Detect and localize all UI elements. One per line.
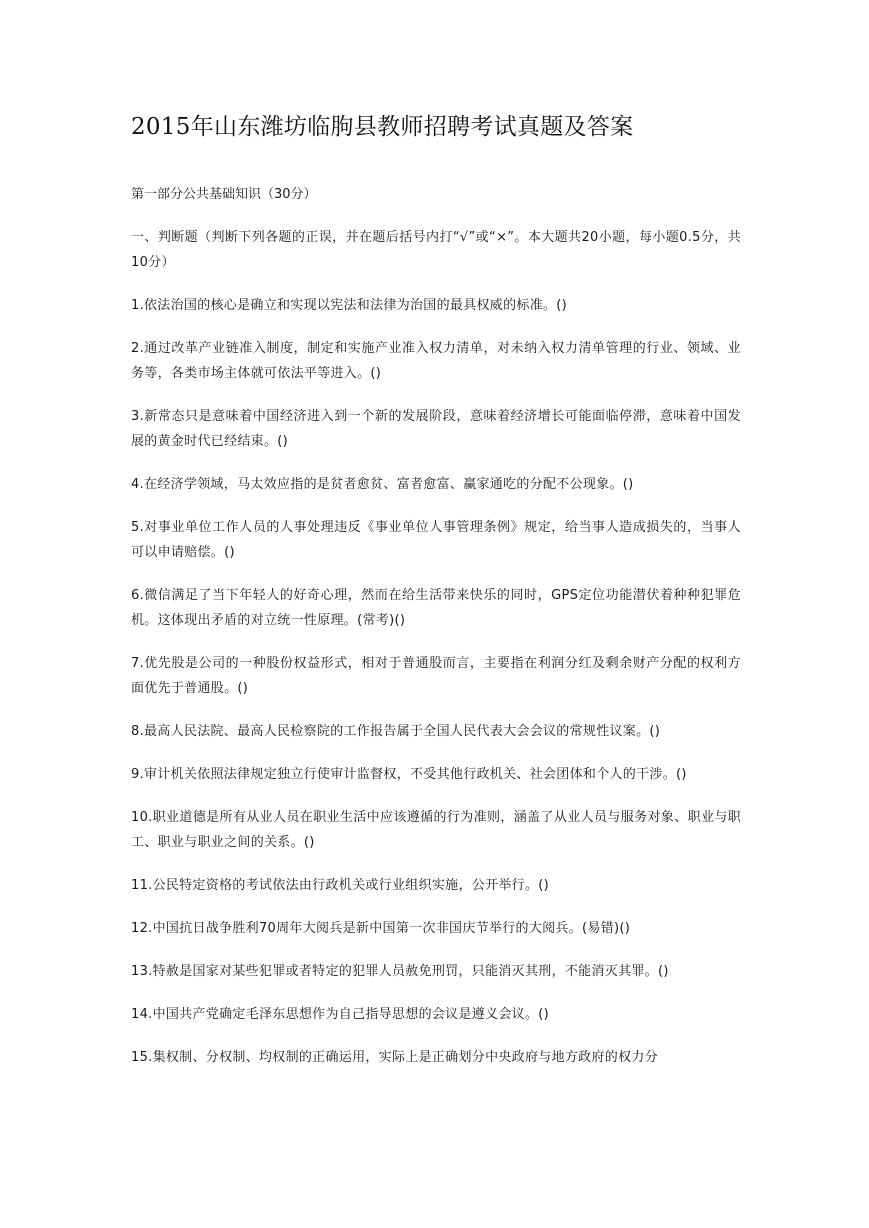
question-item: 1.依法治国的核心是确立和实现以宪法和法律为治国的最具权威的标准。() (131, 298, 568, 313)
question-item: 15.集权制、分权制、均权制的正确运用，实际上是正确划分中央政府与地方政府的权力分 (131, 1050, 658, 1065)
question-item: 6.微信满足了当下年轻人的好奇心理，然而在给生活带来快乐的同时，GPS定位功能潜伏着种种犯罪危机。这体现出矛盾的对立统一性原理。(常考)() (131, 588, 741, 628)
document-body (131, 110, 741, 1088)
part-heading: 第一部分公共基础知识（30分） (131, 187, 317, 202)
question-item: 5.对事业单位工作人员的人事处理违反《事业单位人事管理条例》规定，给当事人造成损失的，当事人可以申请赔偿。() (131, 520, 741, 560)
question-item: 14.中国共产党确定毛泽东思想作为自己指导思想的会议是遵义会议。() (131, 1007, 550, 1022)
question-item: 2.通过改革产业链准入制度，制定和实施产业准入权力清单，对未纳入权力清单管理的行业、领域、业务等，各类市场主体就可依法平等进入。() (131, 341, 741, 381)
question-item: 13.特赦是国家对某些犯罪或者特定的犯罪人员赦免刑罚，只能消灭其刑，不能消灭其罪。() (131, 964, 669, 979)
document-title: 2015年山东潍坊临朐县教师招聘考试真题及答案 (131, 114, 634, 140)
question-item: 9.审计机关依照法律规定独立行使审计监督权，不受其他行政机关、社会团体和个人的干涉。() (131, 767, 687, 782)
question-item: 12.中国抗日战争胜利70周年大阅兵是新中国第一次非国庆节举行的大阅兵。(易错)() (131, 921, 631, 936)
question-item: 4.在经济学领域，马太效应指的是贫者愈贫、富者愈富、赢家通吃的分配不公现象。() (131, 477, 634, 492)
question-item: 7.优先股是公司的一种股份权益形式，相对于普通股而言，主要指在利润分红及剩余财产分配的权利方面优先于普通股。() (131, 656, 741, 696)
question-item: 8.最高人民法院、最高人民检察院的工作报告属于全国人民代表大会会议的常规性议案。() (131, 724, 661, 739)
question-item: 3.新常态只是意味着中国经济进入到一个新的发展阶段，意味着经济增长可能面临停滞，意味着中国发展的黄金时代已经结束。() (131, 409, 741, 449)
section-instructions: 一、判断题（判断下列各题的正误，并在题后括号内打“√”或“×”。本大题共20小题，每小题0.5分，共10分） (131, 230, 741, 270)
question-item: 11.公民特定资格的考试依法由行政机关或行业组织实施，公开举行。() (131, 878, 550, 893)
question-item: 10.职业道德是所有从业人员在职业生活中应该遵循的行为准则，涵盖了从业人员与服务对象、职业与职工、职业与职业之间的关系。() (131, 810, 741, 850)
